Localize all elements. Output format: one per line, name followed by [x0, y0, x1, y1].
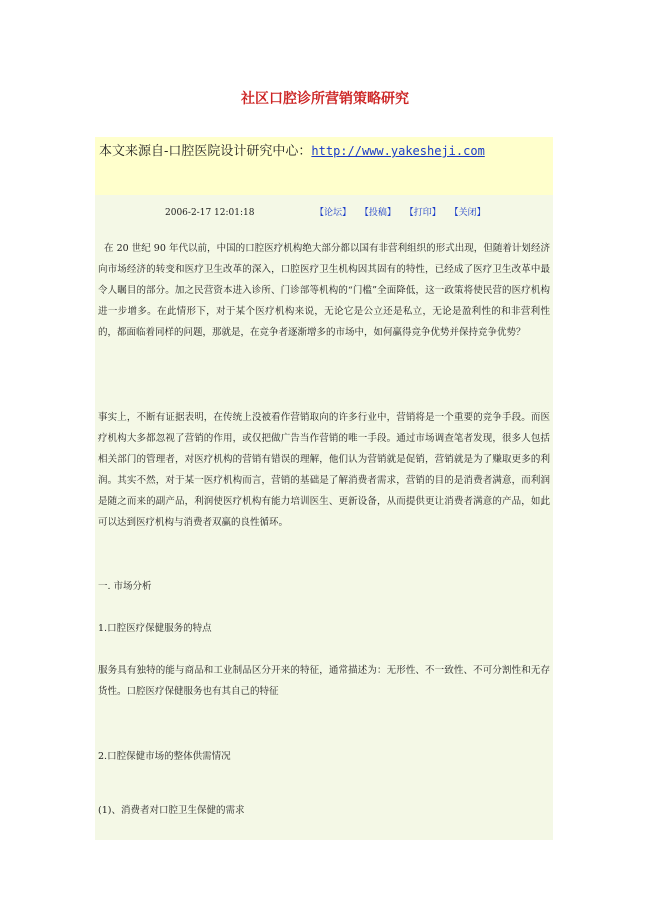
page-title: 社区口腔诊所营销策略研究 [241, 91, 409, 107]
publish-datetime: 2006-2-17 12:01:18 [165, 208, 255, 218]
subsection-heading-supply-demand: 2.口腔保健市场的整体供需情况 [98, 751, 231, 762]
source-url-link[interactable]: http://www.yakesheji.com [311, 144, 485, 158]
article-meta [95, 203, 553, 219]
forum-link[interactable]: 【论坛】 [315, 208, 352, 218]
source-line [99, 140, 485, 159]
source-box [95, 137, 553, 195]
subsection-heading-service-features: 1.口腔医疗保健服务的特点 [98, 623, 212, 634]
source-prefix: 本文来源自-口腔医院设计研究中心： [99, 144, 312, 159]
paragraph-service-features: 服务具有独特的能与商品和工业制品区分开来的特征，通常描述为：无形性、不一致性、不可分割性和无存货性。口腔医疗保健服务也有其自己的特征 [98, 665, 550, 697]
article-actions [315, 203, 492, 224]
paragraph-intro: 在 20 世纪 90 年代以前，中国的口腔医疗机构绝大部分都以国有非营利组织的形式出现，但随着计划经济向市场经济的转变和医疗卫生改革的深入，口腔医疗卫生机构因其固有的特性，已经成了医疗卫生改革中最令人瞩目的部分。加之民营资本进入诊所、门诊部等机构的“门槛”全面降低，这一政策将使民营的医疗机构进一步增多。在此情形下，对于某个医疗机构来说，无论它是公立还是私立，无论是盈利性的和非营利性的，都面临着同样的问题，那就是，在竞争者逐渐增多的市场中，如何赢得竞争优势并保持竞争优势？ [98, 243, 550, 338]
submit-link[interactable]: 【投稿】 [359, 208, 396, 218]
print-link[interactable]: 【打印】 [404, 208, 441, 218]
section-heading-market-analysis: 一. 市场分析 [98, 581, 152, 592]
article-content [95, 195, 553, 840]
subsection-heading-consumer-demand: (1)、消费者对口腔卫生保健的需求 [98, 805, 245, 816]
close-link[interactable]: 【关闭】 [449, 208, 486, 218]
paragraph-marketing: 事实上，不断有证据表明，在传统上没被看作营销取向的许多行业中，营销将是一个重要的竞争手段。而医疗机构大多都忽视了营销的作用，或仅把做广告当作营销的唯一手段。通过市场调查笔者发现，很多人包括相关部门的管理者，对医疗机构的营销有错误的理解，他们认为营销就是促销，营销就是为了赚取更多的利润。其实不然，对于某一医疗机构而言，营销的基础是了解消费者需求，营销的目的是消费者满意，而利润是随之而来的副产品，利润使医疗机构有能力培训医生、更新设备，从而提供更让消费者满意的产品，如此可以达到医疗机构与消费者双赢的良性循环。 [98, 412, 550, 528]
